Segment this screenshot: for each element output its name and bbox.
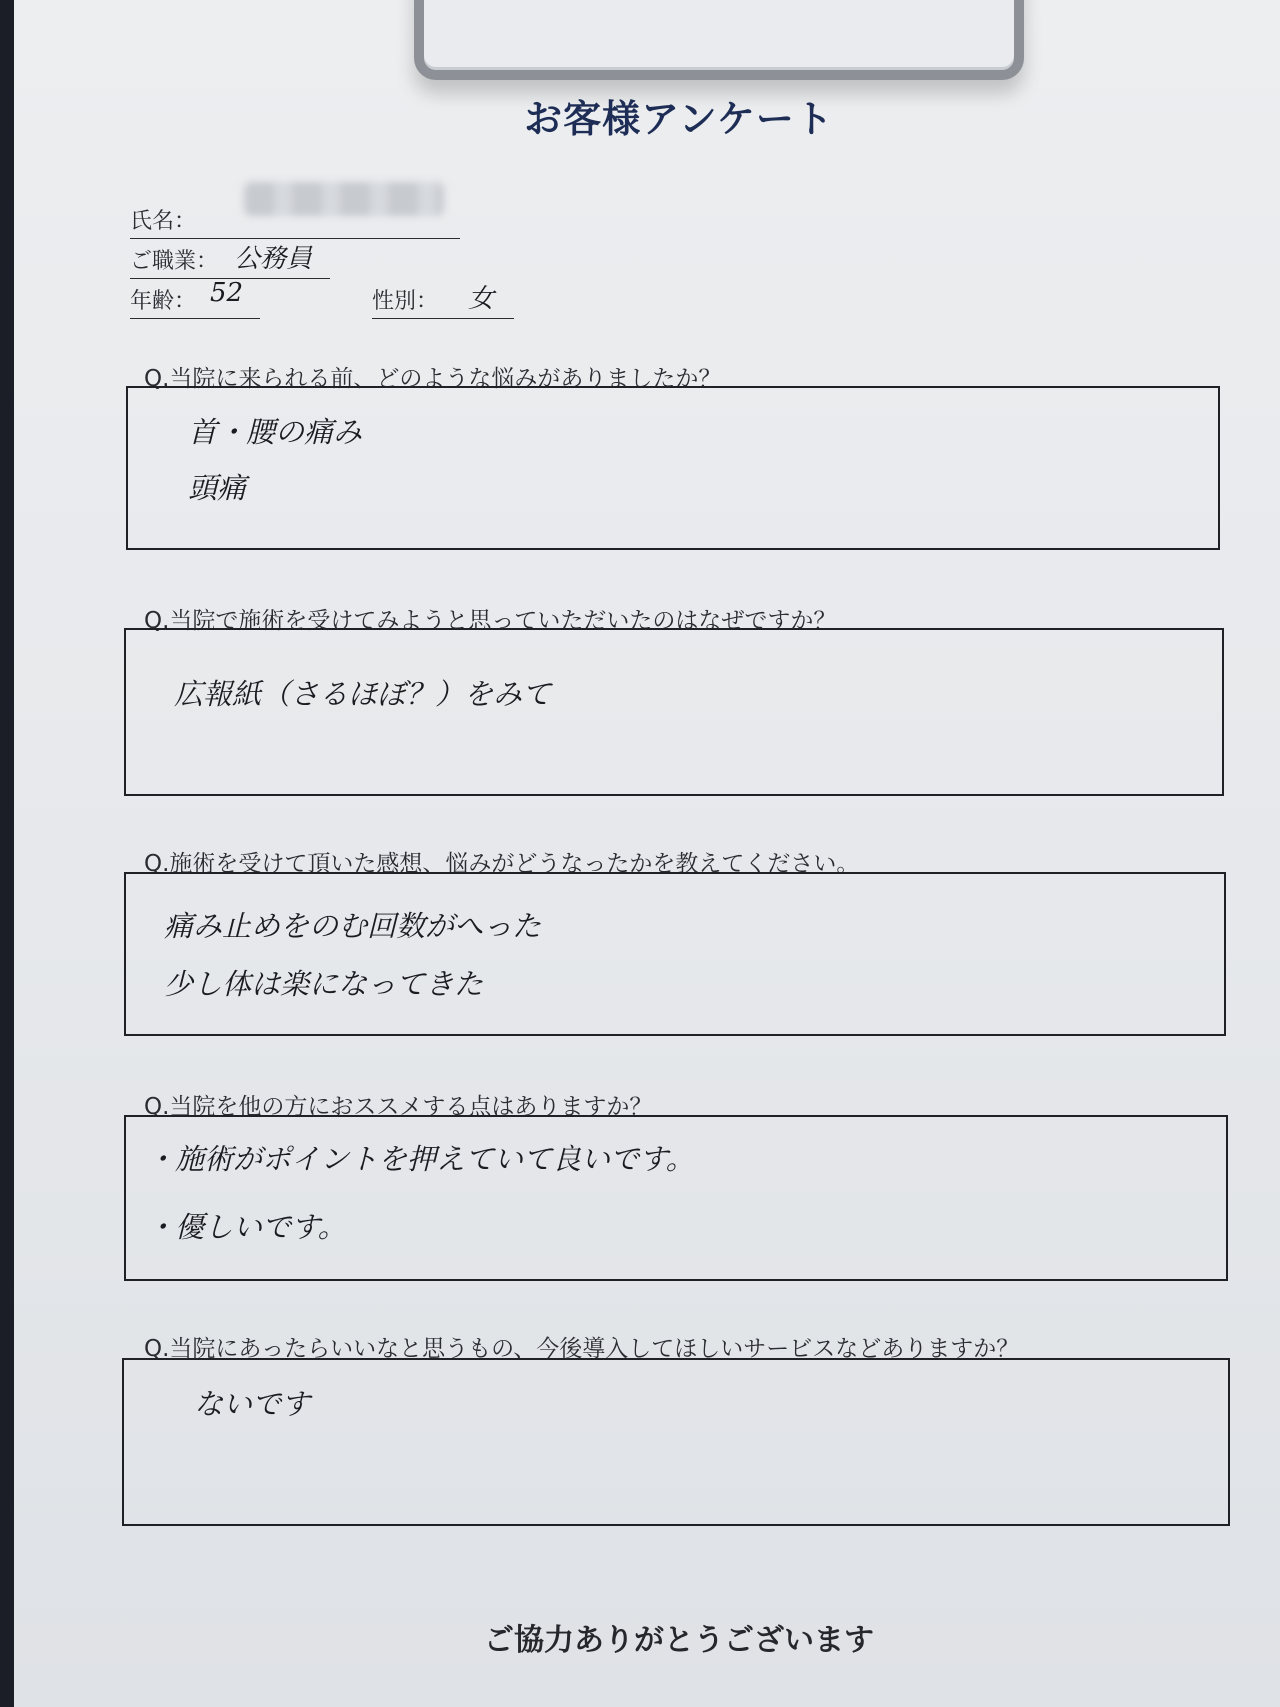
answer-box-2: [124, 628, 1224, 796]
answer-box-1: [126, 386, 1220, 550]
answer-box-5: [122, 1358, 1230, 1526]
answer-3-line-2: 少し体は楽になってきた: [164, 967, 484, 1001]
occupation-field: [130, 244, 330, 275]
answer-1-line-2: 頭痛: [188, 471, 247, 505]
answer-2-line-1: 広報紙（さるほぼ？）をみて: [174, 677, 552, 711]
age-value: 52: [210, 278, 244, 308]
name-redacted: [244, 182, 444, 216]
question-3: Q.施術を受けて頂いた感想、悩みがどうなったかを教えてください。: [144, 851, 860, 877]
question-2: Q.当院で施術を受けてみようと思っていただいたのはなぜですか？: [144, 608, 837, 634]
survey-title: お客様アンケート: [524, 97, 834, 141]
answer-5-line-1: ないです: [194, 1387, 311, 1421]
answer-3-line-1: 痛み止めをのむ回数がへった: [164, 909, 542, 943]
gender-label: 性別：: [372, 289, 439, 314]
question-4: Q.当院を他の方におススメする点はありますか？: [144, 1094, 653, 1120]
question-1: Q.当院に来られる前、どのような悩みがありましたか？: [144, 366, 722, 392]
occupation-label: ご職業：: [130, 249, 219, 274]
name-label: 氏名：: [130, 209, 197, 234]
age-field: [130, 278, 260, 315]
survey-sheet: [14, 0, 1280, 1707]
gender-value: 女: [468, 284, 495, 314]
answer-4-line-1: ・施術がポイントを押えていて良いです。: [146, 1142, 695, 1176]
gender-field: [372, 284, 514, 315]
answer-box-3: [124, 872, 1226, 1036]
age-label: 年齢：: [130, 289, 197, 314]
occupation-value: 公務員: [234, 244, 313, 274]
clipboard-clip: [414, 0, 1024, 80]
answer-box-4: [124, 1115, 1228, 1281]
answer-4-line-2: ・優しいです。: [146, 1210, 347, 1244]
answer-1-line-1: 首・腰の痛み: [188, 415, 363, 449]
question-5: Q.当院にあったらいいなと思うもの、今後導入してほしいサービスなどありますか？: [144, 1336, 1020, 1362]
thank-you-footer: ご協力ありがとうございます: [484, 1623, 874, 1658]
